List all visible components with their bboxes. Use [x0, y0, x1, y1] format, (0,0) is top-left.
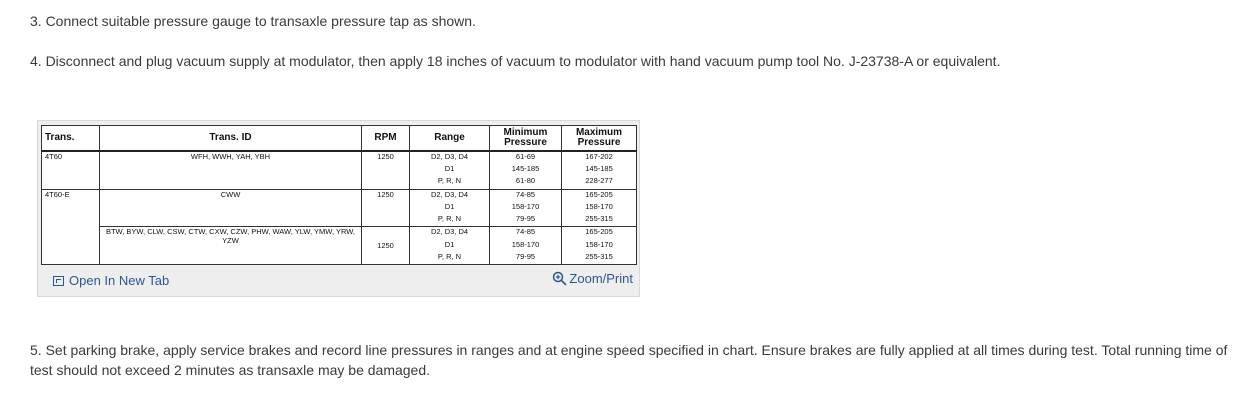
cell-range: D1 — [410, 164, 490, 176]
cell-trans-id: CWW — [100, 189, 362, 227]
cell-trans: 4T60-E — [42, 189, 100, 264]
cell-min: 61-69 — [490, 151, 562, 164]
cell-trans-id: WFH, WWH, YAH, YBH — [100, 151, 362, 189]
zoom-print-link[interactable] — [552, 271, 633, 286]
cell-min: 74-85 — [490, 189, 562, 202]
open-in-new-tab-link[interactable] — [53, 273, 169, 288]
cell-max: 165-205 — [562, 189, 637, 202]
cell-trans: 4T60 — [42, 151, 100, 189]
cell-rpm: 1250 — [362, 189, 410, 227]
cell-min: 158-170 — [490, 202, 562, 214]
cell-max: 165-205 — [562, 227, 637, 240]
table-row — [42, 151, 637, 164]
cell-range: D2, D3, D4 — [410, 151, 490, 164]
pressure-spec-figure — [37, 120, 640, 297]
header-trans-id: Trans. ID — [100, 126, 362, 152]
cell-range: D1 — [410, 240, 490, 252]
cell-min: 79-95 — [490, 214, 562, 227]
cell-trans-id: BTW, BYW, CLW, CSW, CTW, CXW, CZW, PHW, WAW, YLW, YMW, YRW, YZW — [100, 227, 362, 265]
open-new-tab-icon — [53, 276, 64, 286]
header-max-line2: Pressure — [577, 137, 621, 148]
cell-range: P, R, N — [410, 214, 490, 227]
header-range: Range — [410, 126, 490, 152]
step-4-text: 4. Disconnect and plug vacuum supply at modulator, then apply 18 inches of vacuum to modulator with hand vacuum pump tool No. J-23738-A or equivalent. — [30, 53, 1001, 69]
cell-range: P, R, N — [410, 176, 490, 189]
cell-rpm: 1250 — [362, 151, 410, 189]
cell-range: D1 — [410, 202, 490, 214]
table-row — [42, 227, 637, 240]
cell-max: 228-277 — [562, 176, 637, 189]
step-5-text: 5. Set parking brake, apply service brakes and record line pressures in ranges and at engine speed specified in chart. Ensure brakes are fully applied at all times during test. Total running time of test should not exceed 2 minutes as transaxle may be damaged. — [30, 342, 1228, 378]
cell-max: 158-170 — [562, 240, 637, 252]
zoom-print-label: Zoom/Print — [569, 271, 633, 286]
cell-max: 255-315 — [562, 214, 637, 227]
header-rpm: RPM — [362, 126, 410, 152]
zoom-in-icon — [552, 271, 567, 286]
open-in-new-tab-label: Open In New Tab — [69, 273, 170, 288]
cell-max: 158-170 — [562, 202, 637, 214]
cell-range: D2, D3, D4 — [410, 189, 490, 202]
table-row — [42, 189, 637, 202]
cell-max: 167-202 — [562, 151, 637, 164]
cell-range: D2, D3, D4 — [410, 227, 490, 240]
header-minimum-pressure — [490, 126, 562, 152]
cell-range: P, R, N — [410, 252, 490, 265]
header-maximum-pressure — [562, 126, 637, 152]
header-max-line1: Maximum — [575, 127, 623, 138]
cell-max: 255-315 — [562, 252, 637, 265]
header-min-line2: Pressure — [504, 137, 547, 148]
step-3-text: 3. Connect suitable pressure gauge to transaxle pressure tap as shown. — [30, 13, 476, 29]
line-pressure-spec-table — [41, 125, 637, 265]
cell-min: 145-185 — [490, 164, 562, 176]
cell-min: 158-170 — [490, 240, 562, 252]
header-min-line1: Minimum — [503, 127, 548, 138]
cell-min: 74-85 — [490, 227, 562, 240]
cell-max: 145-185 — [562, 164, 637, 176]
cell-rpm: 1250 — [362, 227, 410, 265]
cell-min: 61-80 — [490, 176, 562, 189]
table-header-row — [42, 126, 637, 152]
header-trans: Trans. — [42, 126, 100, 152]
cell-min: 79-95 — [490, 252, 562, 265]
